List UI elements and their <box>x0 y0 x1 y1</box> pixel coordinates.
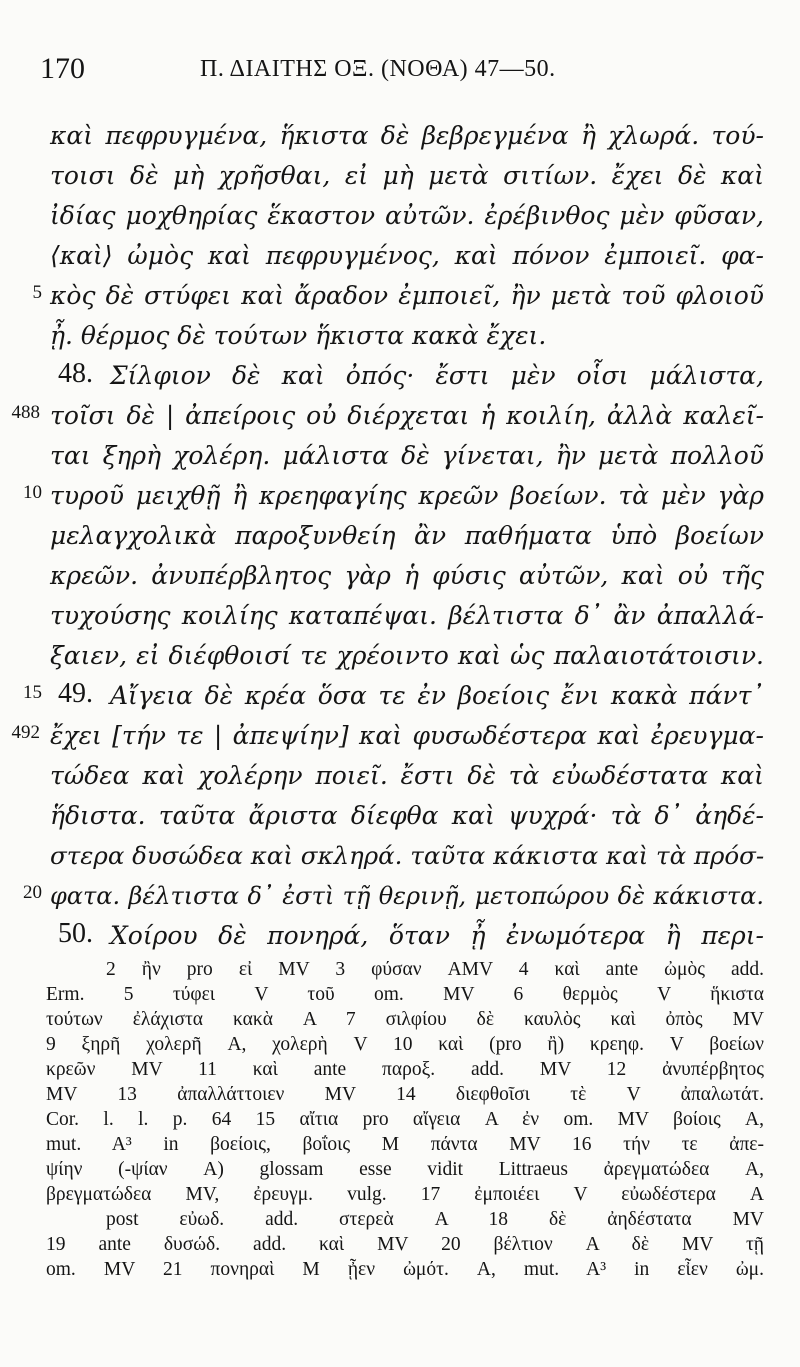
apparatus-line: om. MV 21 πονηραὶ M ᾖεν ὠμότ. A, mut. A³ in εἶεν ὠμ. <box>46 1259 764 1280</box>
line-number: 488 <box>11 402 40 423</box>
line-text: τώδεα καὶ χολέρην ποιεῖ. ἔστι δὲ τὰ εὐωδέστατα καὶ <box>50 761 764 790</box>
apparatus-line: mut. A³ in βοείοις, βοΐοις M πάντα MV 16 τήν τε ἀπε- <box>46 1134 764 1155</box>
line-text: ⟨καὶ⟩ ὠμὸς καὶ πεφρυγμένος, καὶ πόνον ἐμποιεῖ. φα- <box>50 241 764 270</box>
line-text: ἔχει [τήν τε | ἀπεψίην] καὶ φυσωδέστερα καὶ ἐρευγμα- <box>50 721 764 750</box>
line-text: ξαιεν, εἰ διέφθοισί τε χρέοιντο καὶ ὡς παλαιοτάτοισιν. <box>50 641 764 670</box>
text-line <box>0 716 800 756</box>
text-line <box>0 916 800 956</box>
apparatus-line: post εὐωδ. add. στερεὰ A 18 δὲ ἀηδέστατα MV <box>106 1209 764 1230</box>
line-text: Χοίρου δὲ πονηρά, ὅταν ᾖ ἐνωμότερα ἢ περι- <box>110 921 764 950</box>
line-text: Αἴγεια δὲ κρέα ὅσα τε ἐν βοείοις ἔνι κακὰ πάντ᾽ <box>110 681 764 710</box>
text-line <box>0 516 800 556</box>
text-line <box>0 556 800 596</box>
section-number: 48. <box>58 358 93 389</box>
apparatus-line: τούτων ἐλάχιστα κακὰ A 7 σιλφίου δὲ καυλὸς καὶ ὀπὸς MV <box>46 1009 764 1030</box>
section-number: 50. <box>58 918 93 949</box>
line-text: στερα δυσώδεα καὶ σκληρά. ταῦτα κάκιστα καὶ τὰ πρόσ- <box>50 841 765 870</box>
apparatus-line: 9 ξηρῆ χολερῆ A, χολερὴ V 10 καὶ (pro ἢ) κρεηφ. V βοείων <box>46 1034 764 1055</box>
line-text: τυχούσης κοιλίης καταπέψαι. βέλτιστα δ᾽ ἂν ἀπαλλά- <box>50 601 764 630</box>
line-text: φατα. βέλτιστα δ᾽ ἐστὶ τῇ θερινῇ, μετοπώρου δὲ κάκιστα. <box>50 882 764 910</box>
line-text: ται ξηρὴ χολέρη. μάλιστα δὲ γίνεται, ἢν μετὰ πολλοῦ <box>50 441 764 470</box>
text-line <box>0 436 800 476</box>
apparatus-line: 19 ante δυσώδ. add. καὶ MV 20 βέλτιον A δὲ MV τῇ <box>46 1234 764 1255</box>
apparatus-line: βρεγματώδεα MV, ἐρευγμ. vulg. 17 ἐμποιέει V εὐωδέστερα A <box>46 1184 764 1205</box>
line-text: μελαγχολικὰ παροξυνθείη ἂν παθήματα ὑπὸ βοείων <box>50 521 764 550</box>
line-text: κρεῶν. ἀνυπέρβλητος γὰρ ἡ φύσις αὐτῶν, καὶ οὐ τῆς <box>50 561 764 590</box>
text-line <box>0 196 800 236</box>
line-number: 10 <box>23 482 42 503</box>
apparatus-line: κρεῶν MV 11 καὶ ante παροξ. add. MV 12 ἀνυπέρβητος <box>46 1059 764 1080</box>
apparatus-line: MV 13 ἀπαλλάττοιεν MV 14 διεφθοῖσι τὲ V ἀπαλωτάτ. <box>46 1084 764 1105</box>
line-text: ἥδιστα. ταῦτα ἄριστα δίεφθα καὶ ψυχρά· τὰ δ᾽ ἀηδέ- <box>50 801 764 830</box>
text-line <box>0 676 800 716</box>
line-text: ἰδίας μοχθηρίας ἕκαστον αὐτῶν. ἐρέβινθος μὲν φῦσαν, <box>50 201 764 230</box>
text-line <box>0 836 800 876</box>
text-line <box>0 156 800 196</box>
text-line <box>0 476 800 516</box>
text-line <box>0 316 800 356</box>
line-text: καὶ πεφρυγμένα, ἥκιστα δὲ βεβρεγμένα ἢ χλωρά. τού- <box>50 121 764 150</box>
text-line <box>0 636 800 676</box>
line-text: ᾖ. θέρμος δὲ τούτων ἥκιστα κακὰ ἔχει. <box>50 321 547 350</box>
apparatus-line: 2 ἢν pro εἰ MV 3 φύσαν AMV 4 καὶ ante ὠμὸς add. <box>106 959 764 980</box>
text-line <box>0 876 800 916</box>
section-number: 49. <box>58 678 93 709</box>
line-text: τοισι δὲ μὴ χρῆσθαι, εἰ μὴ μετὰ σιτίων. ἔχει δὲ καὶ <box>50 161 764 190</box>
line-text: Σίλφιον δὲ καὶ ὀπός· ἔστι μὲν οἷσι μάλιστα, <box>110 361 764 390</box>
line-number: 15 <box>23 682 42 703</box>
text-line <box>0 596 800 636</box>
text-line <box>0 756 800 796</box>
text-line <box>0 796 800 836</box>
apparatus-line: ψίην (-ψίαν A) glossam esse vidit Littraeus ἀρεγματώδεα A, <box>46 1159 764 1180</box>
text-line <box>0 236 800 276</box>
line-text: κὸς δὲ στύφει καὶ ἄραδον ἐμποιεῖ, ἢν μετὰ τοῦ φλοιοῦ <box>50 281 764 310</box>
page-header <box>40 52 760 96</box>
line-text: τοῖσι δὲ | ἀπείροις οὐ διέρχεται ἡ κοιλίη, ἀλλὰ καλεῖ- <box>50 401 764 430</box>
text-line <box>0 116 800 156</box>
line-number: 5 <box>32 282 42 303</box>
text-line <box>0 276 800 316</box>
text-line <box>0 396 800 436</box>
running-head: Π. ΔΙΑΙΤΗΣ ΟΞ. (ΝΟΘΑ) 47—50. <box>200 56 556 82</box>
text-line <box>0 356 800 396</box>
line-number: 20 <box>23 882 42 903</box>
page-number: 170 <box>40 52 85 85</box>
line-text: τυροῦ μειχθῇ ἢ κρεηφαγίης κρεῶν βοείων. τὰ μὲν γὰρ <box>50 481 764 510</box>
apparatus-line: Cor. l. l. p. 64 15 αἴτια pro αἴγεια A ἐν om. MV βοίοις A, <box>46 1109 764 1130</box>
line-number: 492 <box>11 722 40 743</box>
apparatus-line: Erm. 5 τύφει V τοῦ om. MV 6 θερμὸς V ἥκιστα <box>46 984 764 1005</box>
